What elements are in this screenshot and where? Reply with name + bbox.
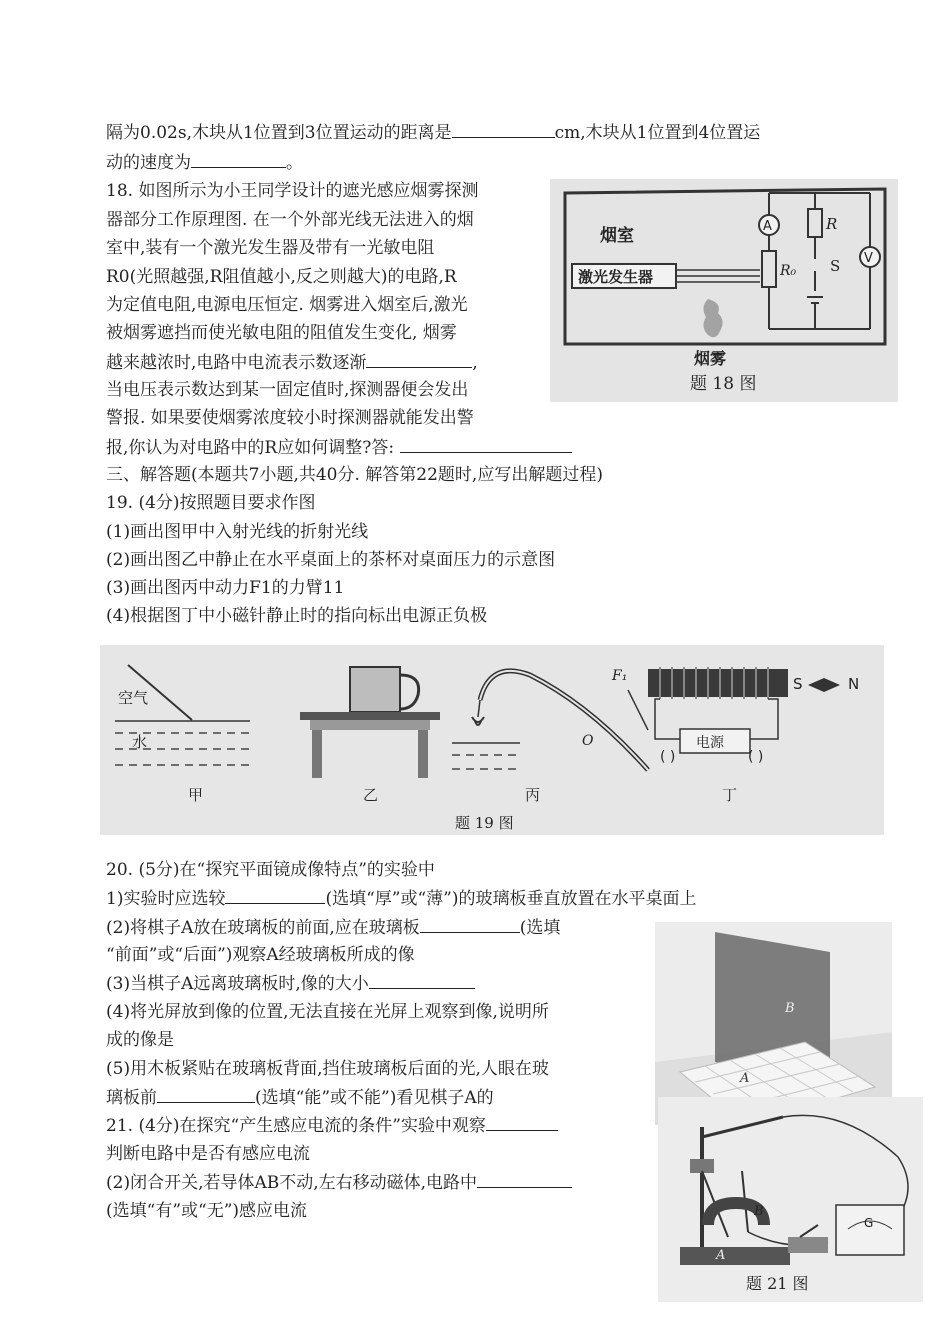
smoke-icon (703, 299, 722, 337)
switch-label: S (830, 257, 841, 275)
label-jia: 甲 (188, 786, 204, 804)
figure-20-mirror (655, 922, 892, 1125)
q20-title: 20. (5分)在“探究平面镜成像特点”的实验中 (106, 860, 435, 880)
q21-line: 判断电路中是否有感应电流 (106, 1144, 310, 1164)
smoke-room-label: 烟室 (600, 226, 634, 246)
q20-line: (5)用木板紧贴在玻璃板背面,挡住玻璃板后面的光,人眼在玻 (106, 1059, 549, 1079)
piece-a-label: A (740, 1071, 750, 1086)
answer-blank[interactable] (157, 1086, 255, 1103)
continuation-line-1: 隔为0.02s,木块从1位置到3位置运动的距离是 cm,木块从1位置到4位置运 (106, 123, 761, 143)
conductor-b-label: B (754, 1204, 764, 1219)
laser-generator-label: 激光发生器 (578, 268, 654, 286)
q18-line: 室中,装有一个激光发生器及带有一光敏电阻 (106, 238, 435, 258)
q19-item: (4)根据图丁中小磁针静止时的指向标出电源正负极 (106, 606, 488, 626)
answer-blank[interactable] (452, 121, 555, 138)
figure-19-caption: 题 19 图 (455, 814, 514, 832)
galvanometer (836, 1205, 904, 1255)
q18-line: 警报. 如果要使烟雾浓度较小时探测器就能发出警 (106, 408, 474, 428)
answer-blank[interactable] (369, 972, 475, 989)
figure-18 (550, 179, 898, 402)
q18-line: 当电压表示数达到某一固定值时,探测器便会发出 (106, 380, 469, 400)
answer-blank[interactable] (400, 436, 572, 453)
image-b-label: B (785, 1001, 795, 1016)
voltmeter-label: V (864, 251, 873, 266)
figure-21-caption: 题 21 图 (746, 1274, 809, 1293)
compass-needle (808, 678, 840, 692)
label-s: S (793, 675, 803, 693)
q19-item: (2)画出图乙中静止在水平桌面上的茶杯对桌面压力的示意图 (106, 550, 556, 570)
q18-line: 18. 如图所示为小王同学设计的遮光感应烟雾探测 (106, 181, 479, 201)
q18-line: 越来越浓时,电路中电流表示数逐渐 , (106, 353, 478, 373)
answer-blank[interactable] (191, 151, 286, 168)
answer-blank[interactable] (486, 1114, 558, 1131)
figure-19 (100, 645, 884, 835)
label-ding: 丁 (722, 786, 738, 804)
q18-line: 器部分工作原理图. 在一个外部光线无法进入的烟 (106, 210, 474, 230)
q21-line: (选填“有”或“无”)感应电流 (106, 1201, 308, 1221)
smoke-label: 烟雾 (694, 349, 727, 368)
q19-item: (1)画出图甲中入射光线的折射光线 (106, 522, 369, 542)
q20-line: 成的像是 (106, 1030, 174, 1050)
continuation-line-2: 动的速度为 。 (106, 153, 303, 173)
switch (788, 1237, 828, 1253)
label-n: N (848, 675, 860, 693)
answer-blank[interactable] (225, 887, 325, 904)
answer-blank[interactable] (420, 916, 520, 933)
section-3-heading: 三、解答题(本题共7小题,共40分. 解答第22题时,应写出解题过程) (106, 465, 603, 485)
q19-item: (3)画出图丙中动力F1的力臂11 (106, 578, 345, 598)
label-yi: 乙 (363, 786, 379, 804)
figure-21 (658, 1097, 923, 1302)
q20-line: (4)将光屏放到像的位置,无法直接在光屏上观察到像,说明所 (106, 1002, 549, 1022)
q18-line: 报,你认为对电路中的R应如何调整?答: (106, 436, 572, 459)
f1-label: F₁ (612, 668, 628, 684)
answer-blank[interactable] (366, 351, 472, 368)
q20-line: (2)将棋子A放在玻璃板的前面,应在玻璃板 (选填 (106, 918, 561, 938)
teacup (350, 667, 400, 712)
q18-line: 为定值电阻,电源电压恒定. 烟雾进入烟室后,激光 (106, 295, 468, 315)
q21-line: (2)闭合开关,若导体AB不动,左右移动磁体,电路中 (106, 1171, 572, 1194)
ammeter-label: A (763, 219, 772, 234)
q18-line: 被烟雾遮挡而使光敏电阻的阻值发生变化, 烟雾 (106, 323, 457, 343)
q20-line: 1)实验时应选较 (选填“厚”或“薄”)的玻璃板垂直放置在水平桌面上 (106, 889, 697, 909)
air-label: 空气 (118, 689, 149, 707)
galvanometer-g-label: G (864, 1216, 874, 1230)
answer-blank[interactable] (477, 1171, 572, 1188)
label-bing: 丙 (525, 786, 541, 804)
polarity-blank-right[interactable]: ( ) (748, 749, 764, 765)
q20-line: 璃板前 (选填“能”或不能”)看见棋子A的 (106, 1088, 494, 1108)
q21-line: 21. (4分)在探究“产生感应电流的条件”实验中观察 (106, 1114, 558, 1137)
figure-18-caption: 题 18 图 (690, 374, 757, 394)
water-label: 水 (132, 733, 148, 751)
conductor-a-label: A (716, 1248, 726, 1263)
base-stand (680, 1247, 790, 1265)
r-label: R (826, 215, 838, 233)
q18-line: R0(光照越强,R阻值越小,反之则越大)的电路,R (106, 267, 457, 287)
polarity-blank-left[interactable]: ( ) (660, 749, 676, 765)
q20-line: “前面”或“后面”)观察A经玻璃板所成的像 (106, 945, 415, 965)
r0-label: R₀ (780, 263, 797, 279)
pivot-o-label: O (582, 733, 594, 749)
q19-title: 19. (4分)按照题目要求作图 (106, 493, 316, 513)
q20-line: (3)当棋子A远离玻璃板时,像的大小 (106, 972, 475, 995)
power-source-label: 电源 (696, 735, 724, 751)
